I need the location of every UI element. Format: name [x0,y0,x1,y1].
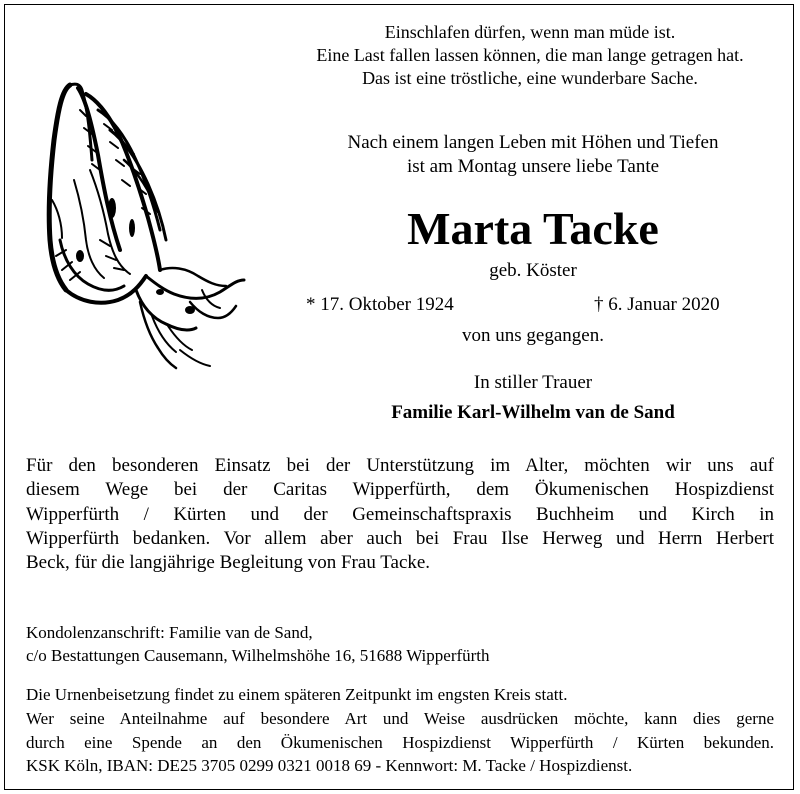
thanks-paragraph [26,454,774,575]
mourning-family: Familie Karl-Wilhelm van de Sand [391,402,675,423]
thanks-line: Beck, für die langjährige Begleitung von Frau Tacke. [26,552,431,574]
condolence-address [26,621,774,667]
thanks-line: Wipperfürth bedanken. Vor allem aber auch bei Frau Ilse Herweg und Herrn Herbert [26,527,774,549]
urn-burial-note: Die Urnenbeisetzung findet zu einem späteren Zeitpunkt im engsten Kreis statt. [26,685,568,704]
donation-line: KSK Köln, IBAN: DE25 3705 0299 0321 0018 69 - Kennwort: M. Tacke / Hospizdienst. [26,756,633,775]
mourning-text: In stiller Trauer [473,372,593,393]
passed-text: von uns gegangen. [462,325,604,346]
intro-line: Nach einem langen Leben mit Höhen und Tiefen [347,132,719,153]
thanks-line: diesem Wege bei der Caritas Wipperfürth, dem Ökumenischen Hospizdienst [26,479,774,501]
intro-line: ist am Montag unsere liebe Tante [406,156,660,177]
poem-line: Das ist eine tröstliche, eine wunderbare Sache. [362,68,698,88]
poem-line: Einschlafen dürfen, wenn man müde ist. [384,22,676,42]
birth-date: * 17. Oktober 1924 [306,294,454,315]
donation-note [26,707,774,778]
poem [270,21,790,90]
announcement-intro [270,131,796,179]
praying-hands-icon [40,80,250,380]
poem-line: Eine Last fallen lassen können, die man lange getragen hat. [316,45,744,65]
donation-line: Wer seine Anteilnahme auf besondere Art und Weise ausdrücken möchte, kann dies gerne [26,709,774,728]
death-date: † 6. Januar 2020 [594,294,720,315]
donation-line: durch eine Spende an den Ökumenischen Hospizdienst Wipperfürth / Kürten bekunden. [26,732,774,752]
thanks-line: Für den besonderen Einsatz bei der Unterstützung im Alter, möchten wir uns auf [26,455,774,476]
address-line: Kondolenzanschrift: Familie van de Sand, [26,623,313,642]
address-line: c/o Bestattungen Causemann, Wilhelmshöhe 16, 51688 Wipperfürth [26,646,490,665]
thanks-line: Wipperfürth / Kürten und der Gemeinschaftspraxis Buchheim und Kirch in [26,503,774,525]
deceased-name: Marta Tacke [407,203,659,254]
maiden-name: geb. Köster [489,260,577,281]
